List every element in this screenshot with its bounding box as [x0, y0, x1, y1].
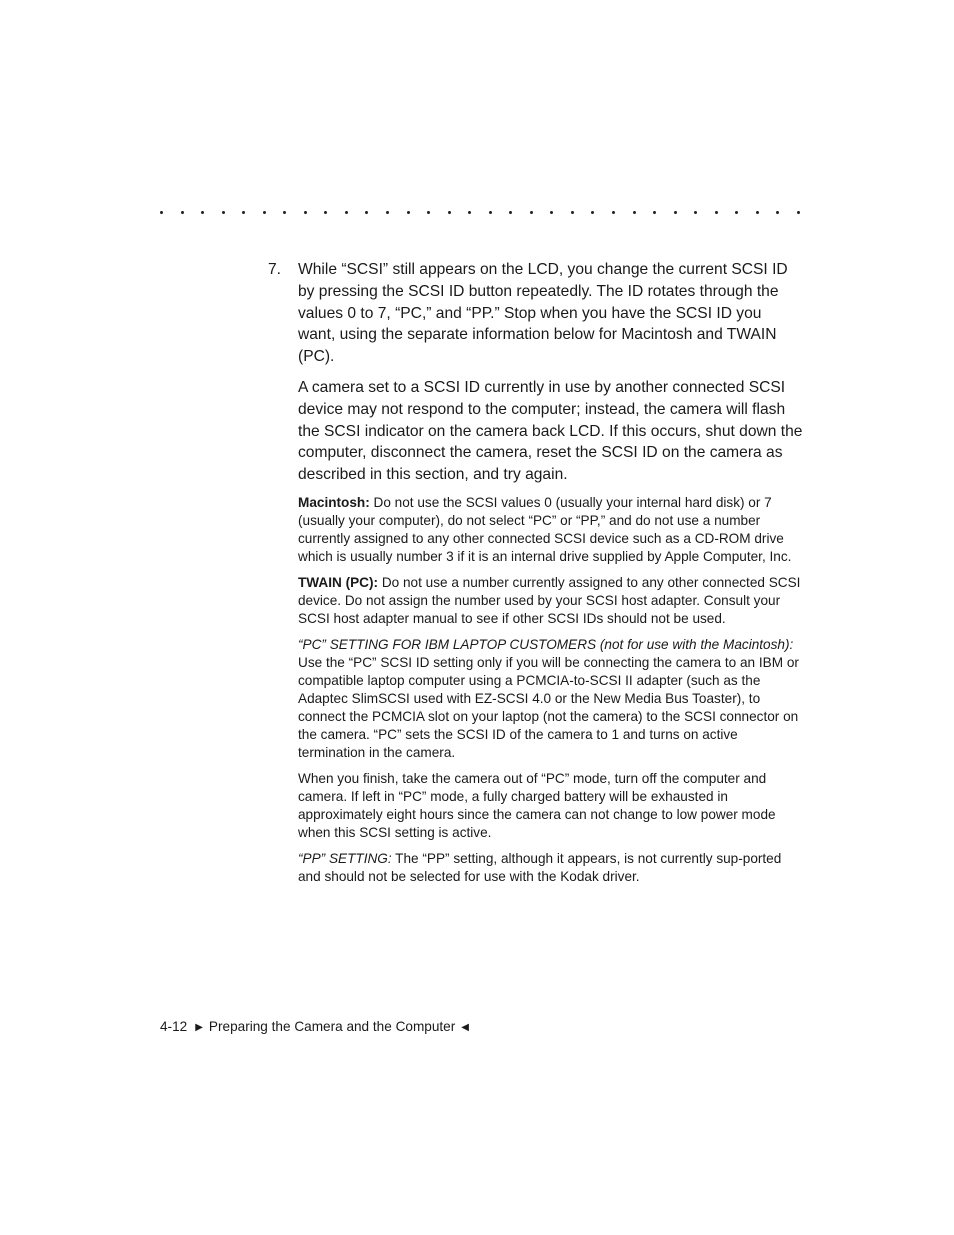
pp-setting-paragraph	[298, 850, 803, 886]
step-7	[268, 259, 803, 368]
page-content	[268, 259, 803, 886]
pc-setting-text: Use the “PC” SCSI ID setting only if you will be connecting the camera to an IBM or compatible laptop computer using a PCMCIA-to-SCSI II adapter (such as the Adaptec SlimSCSI used with EZ-SCSI 4.0 or the New Media Bus Toaster), to connect the PCMCIA slot on your laptop (not the camera) to the SCSI connector on the camera. “PC” sets the SCSI ID of the camera to 1 and turns on active termination in the camera.	[298, 654, 799, 760]
scsi-conflict-paragraph: A camera set to a SCSI ID currently in use by another connected SCSI device may not respond to the computer; instead, the camera will flash the SCSI indicator on the camera back LCD. If this occurs, shut down the computer, disconnect the camera, reset the SCSI ID on the camera as described in this section, and try again.	[298, 378, 803, 484]
page-footer	[160, 1018, 469, 1037]
triangle-left-icon: ◀	[461, 1022, 469, 1033]
chapter-title: Preparing the Camera and the Computer	[208, 1019, 456, 1034]
dotted-rule	[160, 205, 800, 219]
twain-text: Do not use a number currently assigned to any other connected SCSI device. Do not assign the number used by your SCSI host adapter. Consult your SCSI host adapter manual to see if other SCSI IDs should not be used.	[298, 574, 801, 626]
twain-paragraph	[298, 574, 803, 628]
macintosh-paragraph	[298, 494, 803, 566]
pp-setting-lead: “PP” SETTING:	[298, 850, 392, 866]
pc-setting-lead: “PC” SETTING FOR IBM LAPTOP CUSTOMERS (not for use with the Macintosh):	[298, 636, 794, 652]
macintosh-lead: Macintosh:	[298, 494, 370, 510]
step-number: 7.	[268, 261, 282, 278]
step-text: While “SCSI” still appears on the LCD, you change the current SCSI ID by pressing the SCSI ID button repeatedly. The ID rotates through the values 0 to 7, “PC,” and “PP.” Stop when you have the SCSI ID you want, using the separate information below for Macintosh and TWAIN (PC).	[298, 261, 788, 366]
triangle-right-icon: ▶	[195, 1022, 203, 1033]
twain-lead: TWAIN (PC):	[298, 574, 379, 590]
page-number: 4-12	[160, 1019, 188, 1034]
pc-setting-paragraph	[298, 636, 803, 762]
pc-finish-paragraph: When you finish, take the camera out of “PC” mode, turn off the computer and camera. If left in “PC” mode, a fully charged battery will be exhausted in approximately eight hours since the camera can not change to low power mode when this SCSI setting is active.	[298, 770, 776, 840]
macintosh-text: Do not use the SCSI values 0 (usually your internal hard disk) or 7 (usually your computer), do not select “PC” or “PP,” and do not use a number currently assigned to any other connected SCSI device such as a CD-ROM drive which is usually number 3 if it is an internal drive supplied by Apple Computer, Inc.	[298, 494, 792, 564]
pp-setting-text: The “PP” setting, although it appears, is not currently sup-ported and should not be selected for use with the Kodak driver.	[298, 850, 782, 884]
